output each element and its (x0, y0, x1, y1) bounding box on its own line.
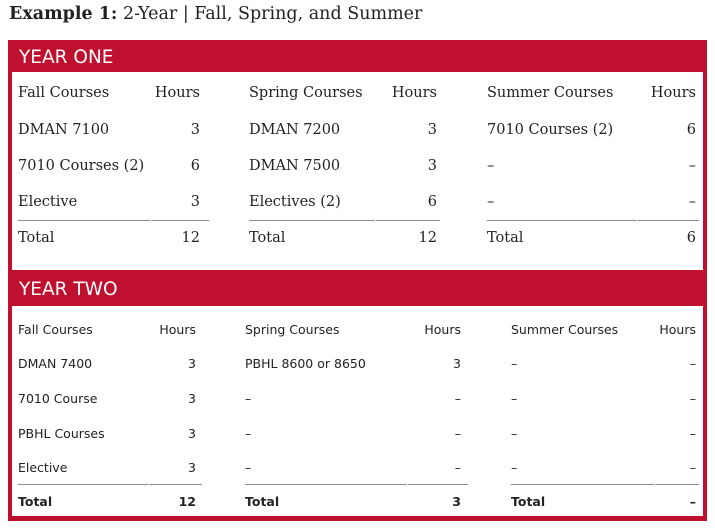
course-hours: 3 (453, 356, 461, 371)
course-hours: 3 (427, 122, 437, 138)
divider-line (249, 220, 375, 221)
summer-total-label: Total (511, 494, 546, 509)
divider-line (655, 484, 699, 485)
fall-total-value: 12 (181, 230, 200, 246)
fall-hours-header: Hours (154, 85, 200, 101)
course-hours: – (689, 356, 696, 371)
summer-hours-header: Hours (659, 322, 696, 337)
year-one-title: YEAR ONE (19, 47, 114, 68)
heading-text: 2-Year | Fall, Spring, and Summer (117, 4, 423, 24)
course-hours: 3 (188, 356, 196, 371)
divider-line (151, 220, 209, 221)
course-hours: 6 (686, 122, 696, 138)
divider-line (18, 220, 150, 221)
course-hours: – (454, 426, 461, 441)
course-name: DMAN 7400 (18, 356, 93, 371)
spring-courses-header: Spring Courses (249, 85, 363, 101)
fall-total-value: 12 (178, 494, 196, 509)
course-hours: 3 (188, 426, 196, 441)
summer-hours-header: Hours (650, 85, 696, 101)
course-hours: 3 (188, 460, 196, 475)
year-two-title: YEAR TWO (19, 279, 118, 300)
summer-total-value: – (689, 494, 696, 509)
year-one-panel (12, 72, 703, 270)
course-name: – (487, 158, 495, 174)
course-name: – (245, 460, 252, 475)
course-name: DMAN 7200 (249, 122, 341, 138)
fall-hours-header: Hours (159, 322, 196, 337)
page-heading (9, 4, 422, 24)
course-hours: 3 (188, 391, 196, 406)
spring-total-label: Total (245, 494, 280, 509)
course-name: DMAN 7500 (249, 158, 341, 174)
divider-line (376, 220, 440, 221)
course-hours: 3 (190, 194, 200, 210)
course-name: 7010 Course (18, 391, 98, 406)
course-name: Elective (18, 194, 78, 210)
spring-courses-header: Spring Courses (245, 322, 340, 337)
course-name: DMAN 7100 (18, 122, 110, 138)
fall-total-label: Total (18, 230, 55, 246)
divider-line (487, 220, 637, 221)
year-two-panel (12, 306, 703, 516)
course-hours: – (688, 194, 696, 210)
course-name: – (511, 460, 518, 475)
summer-courses-header: Summer Courses (511, 322, 619, 337)
spring-total-value: 3 (452, 494, 461, 509)
course-hours: 6 (427, 194, 437, 210)
divider-line (149, 484, 202, 485)
fall-total-label: Total (18, 494, 53, 509)
course-hours: – (689, 391, 696, 406)
spring-total-label: Total (249, 230, 286, 246)
course-hours: – (454, 391, 461, 406)
course-hours: 3 (190, 122, 200, 138)
course-hours: – (689, 460, 696, 475)
divider-line (408, 484, 468, 485)
course-name: Elective (18, 460, 68, 475)
divider-line (245, 484, 407, 485)
course-name: PBHL 8600 or 8650 (245, 356, 366, 371)
divider-line (18, 484, 148, 485)
summer-total-label: Total (487, 230, 524, 246)
course-hours: 6 (190, 158, 200, 174)
spring-total-value: 12 (418, 230, 437, 246)
course-name: PBHL Courses (18, 426, 105, 441)
course-hours: – (689, 426, 696, 441)
course-hours: – (688, 158, 696, 174)
course-name: – (511, 426, 518, 441)
course-hours: 3 (427, 158, 437, 174)
course-name: 7010 Courses (2) (487, 122, 614, 138)
divider-line (511, 484, 654, 485)
divider-line (638, 220, 699, 221)
spring-hours-header: Hours (424, 322, 461, 337)
summer-courses-header: Summer Courses (487, 85, 614, 101)
course-name: – (511, 391, 518, 406)
plan-table (8, 40, 707, 521)
spring-hours-header: Hours (391, 85, 437, 101)
course-name: – (487, 194, 495, 210)
fall-courses-header: Fall Courses (18, 85, 110, 101)
year-one-band (8, 40, 707, 72)
summer-total-value: 6 (686, 230, 696, 246)
year-two-band (8, 270, 707, 306)
course-name: – (245, 391, 252, 406)
heading-label: Example 1: (9, 4, 118, 24)
fall-courses-header: Fall Courses (18, 322, 93, 337)
course-name: 7010 Courses (2) (18, 158, 145, 174)
course-name: – (511, 356, 518, 371)
course-name: Electives (2) (249, 194, 341, 210)
course-hours: – (454, 460, 461, 475)
course-name: – (245, 426, 252, 441)
